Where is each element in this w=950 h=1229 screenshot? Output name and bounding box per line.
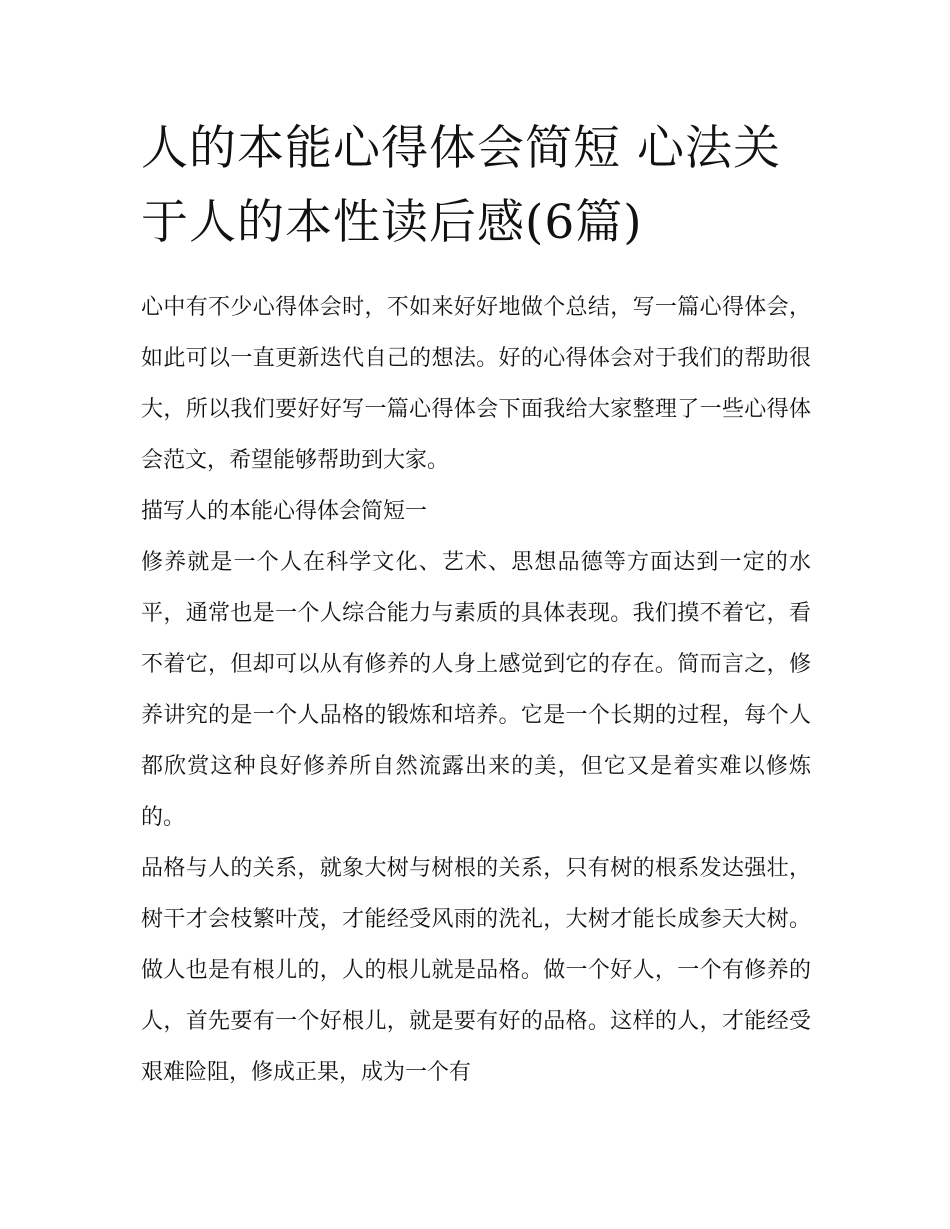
document-page [141,112,811,1098]
intro-paragraph: 心中有不少心得体会时，不如来好好地做个总结，写一篇心得体会，如此可以一直更新迭代自己的想法。好的心得体会对于我们的帮助很大，所以我们要好好写一篇心得体会下面我给大家整理了一些心得体会范文，希望能够帮助到大家。 [141,295,811,473]
section-heading: 描写人的本能心得体会简短一 [141,499,428,524]
document-title: 人的本能心得体会简短 心法关于人的本性读后感(6篇) [141,121,781,250]
body-paragraph: 修养就是一个人在科学文化、艺术、思想品德等方面达到一定的水平，通常也是一个人综合能力与素质的具体表现。我们摸不着它，看不着它，但却可以从有修养的人身上感觉到它的存在。简而言之，修养讲究的是一个人品格的锻炼和培养。它是一个长期的过程，每个人都欣赏这种良好修养所自然流露出来的美，但它又是着实难以修炼的。 [141,550,811,830]
document-body [141,282,811,1098]
body-paragraph: 品格与人的关系，就象大树与树根的关系，只有树的根系发达强壮，树干才会枝繁叶茂，才能经受风雨的洗礼，大树才能长成参天大树。做人也是有根儿的，人的根儿就是品格。做一个好人，一个有修养的人，首先要有一个好根儿，就是要有好的品格。这样的人，才能经受艰难险阻，修成正果，成为一个有 [141,856,811,1085]
